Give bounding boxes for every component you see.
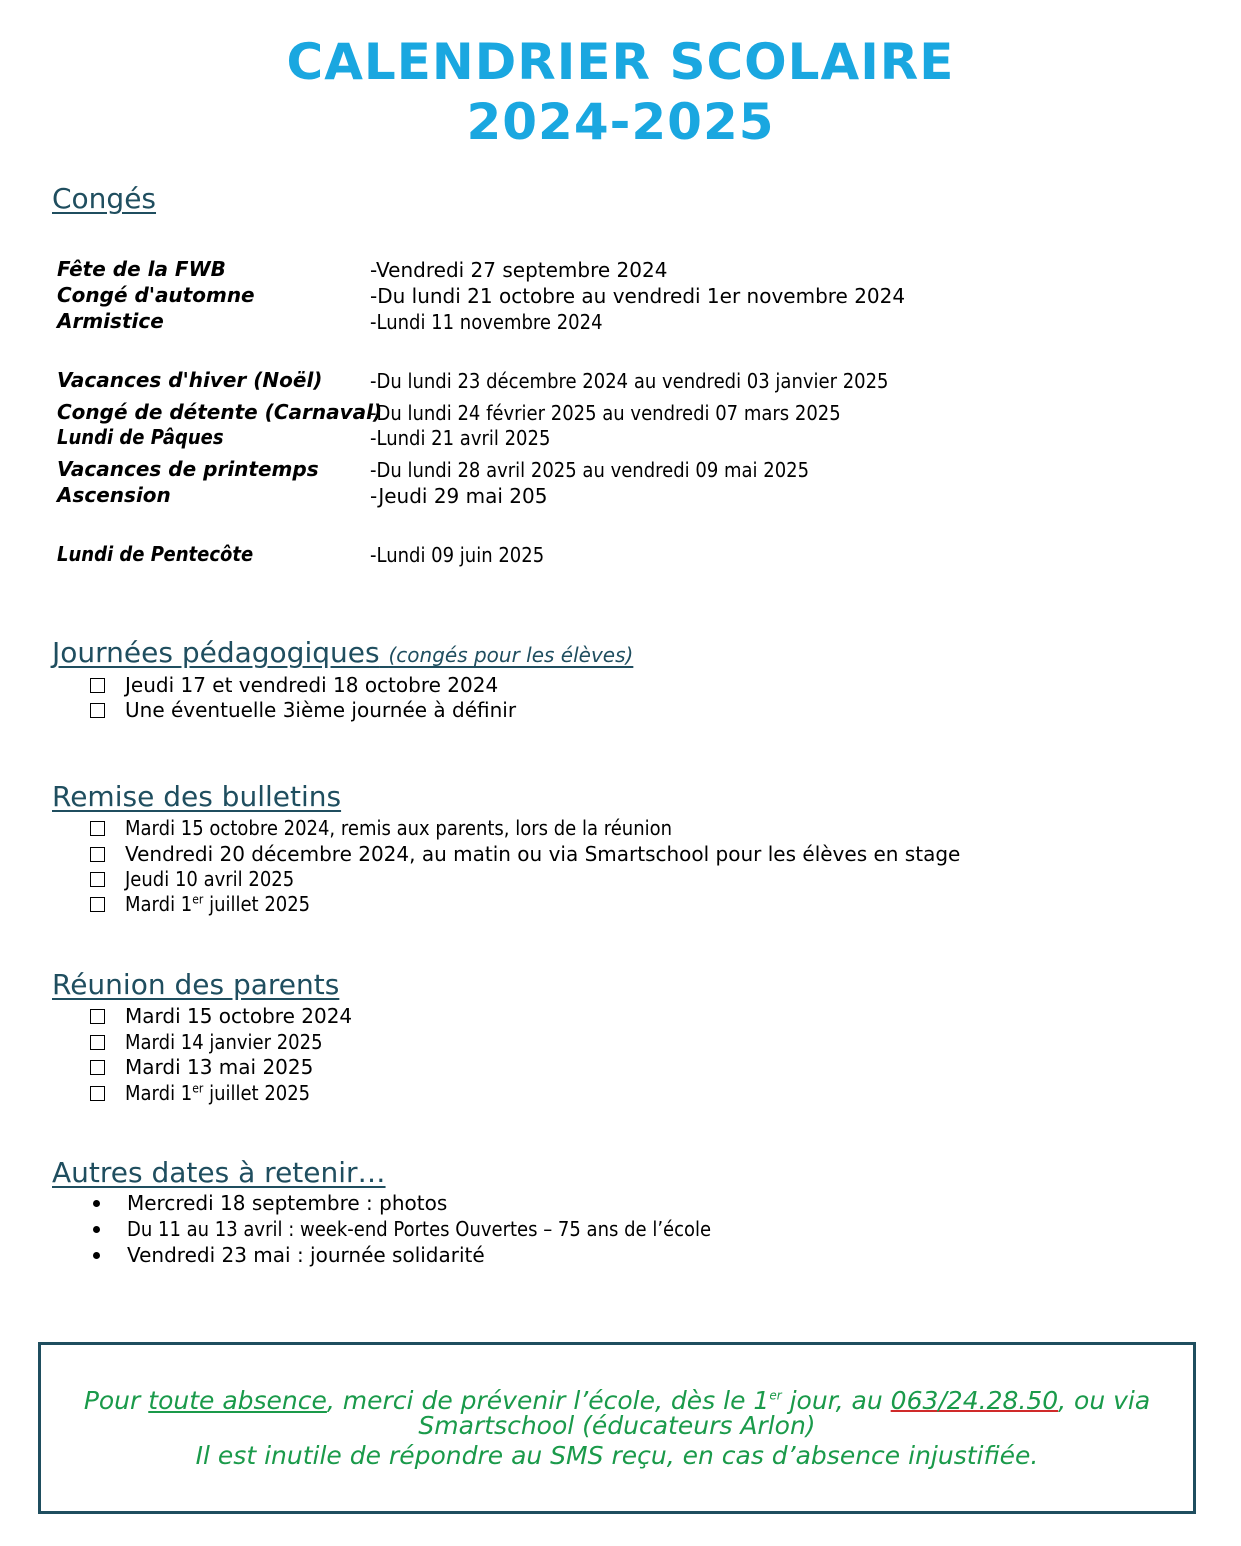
list-item-text: Du 11 au 13 avril : week-end Portes Ouvertes – 75 ans de l’école [127, 1217, 712, 1241]
list-item [90, 867, 313, 891]
checkbox-icon [90, 872, 105, 887]
list-item-sup: er [192, 892, 204, 907]
checkbox-icon [90, 1009, 105, 1024]
checkbox-icon [90, 897, 105, 912]
list-item [90, 1055, 313, 1079]
notice-line-3: Il est inutile de répondre au SMS reçu, en cas d’absence injustifiée. [195, 1441, 1039, 1470]
list-item-text-pre: Mardi 1 [125, 892, 193, 916]
list-item-text: Jeudi 17 et vendredi 18 octobre 2024 [125, 673, 499, 697]
list-item-text: Une éventuelle 3ième journée à définir [125, 698, 517, 722]
conge-label: Congé d'automne [57, 283, 255, 307]
conge-label: Congé de détente (Carnaval) [57, 400, 383, 424]
list-item [90, 816, 733, 840]
checkbox-icon [90, 847, 105, 862]
list-item-text: Mardi 14 janvier 2025 [125, 1030, 323, 1054]
conge-value: -Du lundi 21 octobre au vendredi 1er novembre 2024 [370, 284, 906, 308]
notice-text: , ou via [1058, 1386, 1151, 1415]
list-item [90, 1081, 331, 1105]
notice-emphasis: toute absence [148, 1386, 327, 1415]
school-phone-number: 063/24.28.50 [890, 1386, 1059, 1415]
list-item-text [125, 1081, 310, 1105]
conge-label: Lundi de Pentecôte [57, 542, 254, 566]
conge-value: -Jeudi 29 mai 205 [370, 484, 548, 508]
conge-label: Fête de la FWB [57, 257, 226, 281]
conge-label: Vacances de printemps [57, 457, 319, 481]
notice-sup: er [769, 1388, 782, 1403]
list-item-text-post: juillet 2025 [203, 892, 311, 916]
conge-value: -Du lundi 23 décembre 2024 au vendredi 03 janvier 2025 [370, 369, 889, 393]
conge-label: Ascension [57, 483, 171, 507]
conge-value: -Vendredi 27 septembre 2024 [370, 258, 668, 282]
section-title-conges: Congés [52, 182, 157, 215]
title-line-1: CALENDRIER SCOLAIRE [286, 33, 955, 91]
checkbox-icon [90, 678, 105, 693]
list-item [90, 1191, 447, 1215]
notice-text: jour, au [781, 1386, 891, 1415]
bullet-icon [93, 1252, 100, 1259]
conge-value: -Lundi 09 juin 2025 [370, 543, 545, 567]
section-title-journees-text: Journées pédagogiques [52, 636, 380, 669]
list-item-sup: er [192, 1081, 204, 1096]
list-item [90, 1030, 344, 1054]
checkbox-icon [90, 703, 105, 718]
list-item [90, 1004, 352, 1028]
conge-value: -Lundi 11 novembre 2024 [370, 310, 603, 334]
checkbox-icon [90, 1035, 105, 1050]
list-item [90, 842, 960, 866]
list-item-text: Mardi 15 octobre 2024 [125, 1004, 353, 1028]
conge-value: -Lundi 21 avril 2025 [370, 426, 551, 450]
checkbox-icon [90, 1060, 105, 1075]
conge-label: Vacances d'hiver (Noël) [57, 368, 323, 392]
list-item-text: Mardi 13 mai 2025 [125, 1055, 314, 1079]
conge-label: Lundi de Pâques [57, 425, 224, 449]
list-item [90, 673, 498, 697]
list-item-text-pre: Mardi 1 [125, 1081, 193, 1105]
title-line-2: 2024-2025 [466, 93, 775, 151]
notice-line-2: Smartschool (éducateurs Arlon) [418, 1411, 816, 1440]
notice-text: , merci de prévenir l’école, dès le 1 [326, 1386, 770, 1415]
notice-text: Pour [83, 1386, 149, 1415]
list-item-text: Mercredi 18 septembre : photos [127, 1191, 448, 1215]
list-item [90, 1217, 776, 1241]
section-title-autres: Autres dates à retenir… [52, 1156, 386, 1189]
section-title-journees-note: (congés pour les élèves) [388, 643, 634, 667]
bullet-icon [93, 1200, 100, 1207]
conge-value: -Du lundi 28 avril 2025 au vendredi 09 mai 2025 [370, 458, 810, 482]
conge-label: Armistice [57, 309, 164, 333]
list-item-text: Jeudi 10 avril 2025 [125, 867, 295, 891]
list-item [90, 698, 516, 722]
section-title-journees [52, 636, 633, 669]
absence-notice-box [38, 1342, 1196, 1514]
list-item [90, 892, 331, 916]
list-item-text: Mardi 15 octobre 2024, remis aux parents, lors de la réunion [125, 816, 673, 840]
list-item-text [125, 892, 310, 916]
checkbox-icon [90, 1086, 105, 1101]
bullet-icon [93, 1226, 100, 1233]
list-item-text: Vendredi 23 mai : journée solidarité [127, 1243, 485, 1267]
list-item-text: Vendredi 20 décembre 2024, au matin ou via Smartschool pour les élèves en stage [125, 842, 961, 866]
list-item-text-post: juillet 2025 [203, 1081, 311, 1105]
conge-value: -Du lundi 24 février 2025 au vendredi 07 mars 2025 [370, 401, 841, 425]
checkbox-icon [90, 821, 105, 836]
list-item [90, 1243, 485, 1267]
section-title-bulletins: Remise des bulletins [52, 780, 342, 813]
section-title-reunion: Réunion des parents [52, 968, 340, 1001]
